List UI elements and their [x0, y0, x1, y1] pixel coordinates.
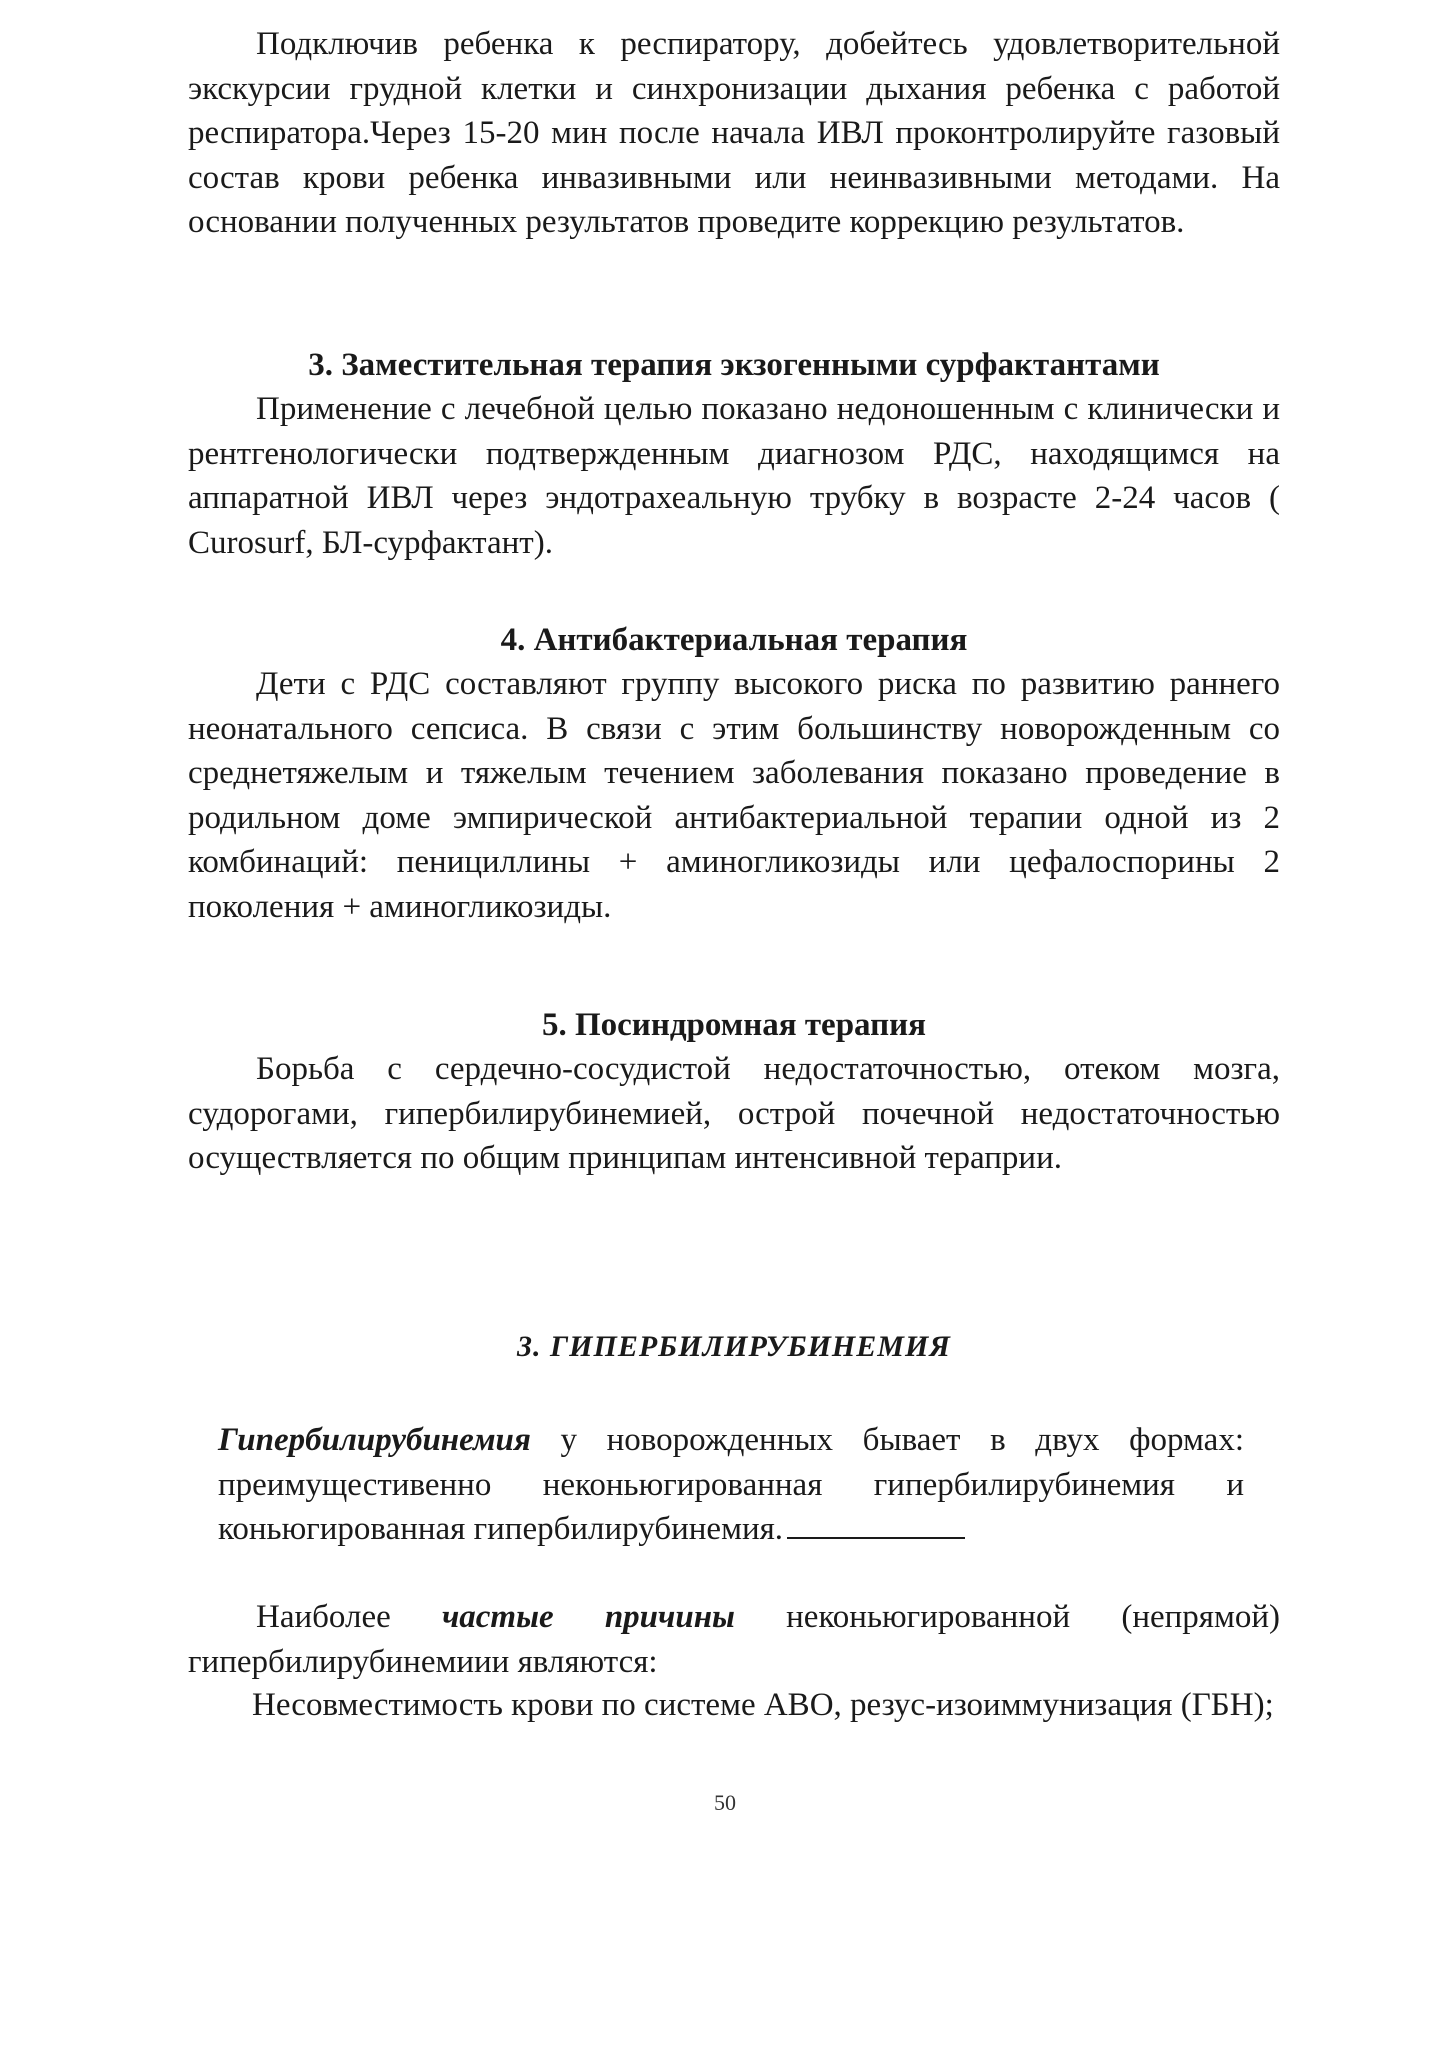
section-5-heading: 5. Посиндромная терапия [541, 1007, 926, 1043]
blank-underline [787, 1509, 965, 1539]
definition-text: у новорожденных бывает в двух формах: преимущестивенно неконьюгированная гипербилирубинемия и коньюгированная гипербилирубинемия. [218, 1422, 1244, 1547]
section-3-text: Применение с лечебной целью показано недоношенным с клинически и рентгенологически подтвержденным диагнозом РДС, находящимся на аппаратной ИВЛ через эндотрахеальную трубку в возрасте 2-24 часов ( Curosurf, БЛ-сурфактант). [188, 391, 1280, 561]
causes-prefix: Наиболее [256, 1599, 442, 1635]
causes-paragraph [188, 1595, 1280, 1684]
section-5-text: Борьба с сердечно-сосудистой недостаточностью, отеком мозга, судорогами, гипербилирубинемией, острой почечной недостаточностью осуществляется по общим принципам интенсивной тераприи. [188, 1051, 1280, 1176]
section-4-text: Дети с РДС составляют группу высокого риска по развитию раннего неонатального сепсиса. В связи с этим большинству новорожденным со среднетяжелым и тяжелым течением заболевания показано проведение в родильном доме эмпирической антибактериальной терапии одной из 2 комбинаций: пенициллины + аминогликозиды или цефалоспорины 2 поколения + аминогликозиды. [188, 666, 1280, 925]
section-3-heading: 3. Заместительная терапия экзогенными сурфактантами [308, 347, 1160, 383]
section-4-heading: 4. Антибактериальная терапия [500, 622, 968, 658]
chapter-heading: 3. ГИПЕРБИЛИРУБИНЕМИЯ [517, 1330, 951, 1363]
intro-paragraph: Подключив ребенка к респиратору, добейтесь удовлетворительной экскурсии грудной клетки и синхронизации дыхания ребенка с работой респиратора.Через 15-20 мин после начала ИВЛ проконтролируйте газовый состав крови ребенка инвазивными или неинвазивными методами. На основании полученных результатов проведите коррекцию результатов. [188, 26, 1280, 240]
list-item: Несовместимость крови по системе АВО, резус-изоиммунизация (ГБН); [252, 1687, 1274, 1723]
definition-paragraph [218, 1418, 1244, 1552]
definition-term: Гипербилирубинемия [218, 1422, 531, 1458]
causes-suffix: неконьюгированной (непрямой) гипербилирубинемиии являются: [188, 1599, 1280, 1680]
page-number: 50 [714, 1790, 736, 1815]
causes-term: частые причины [441, 1599, 735, 1635]
